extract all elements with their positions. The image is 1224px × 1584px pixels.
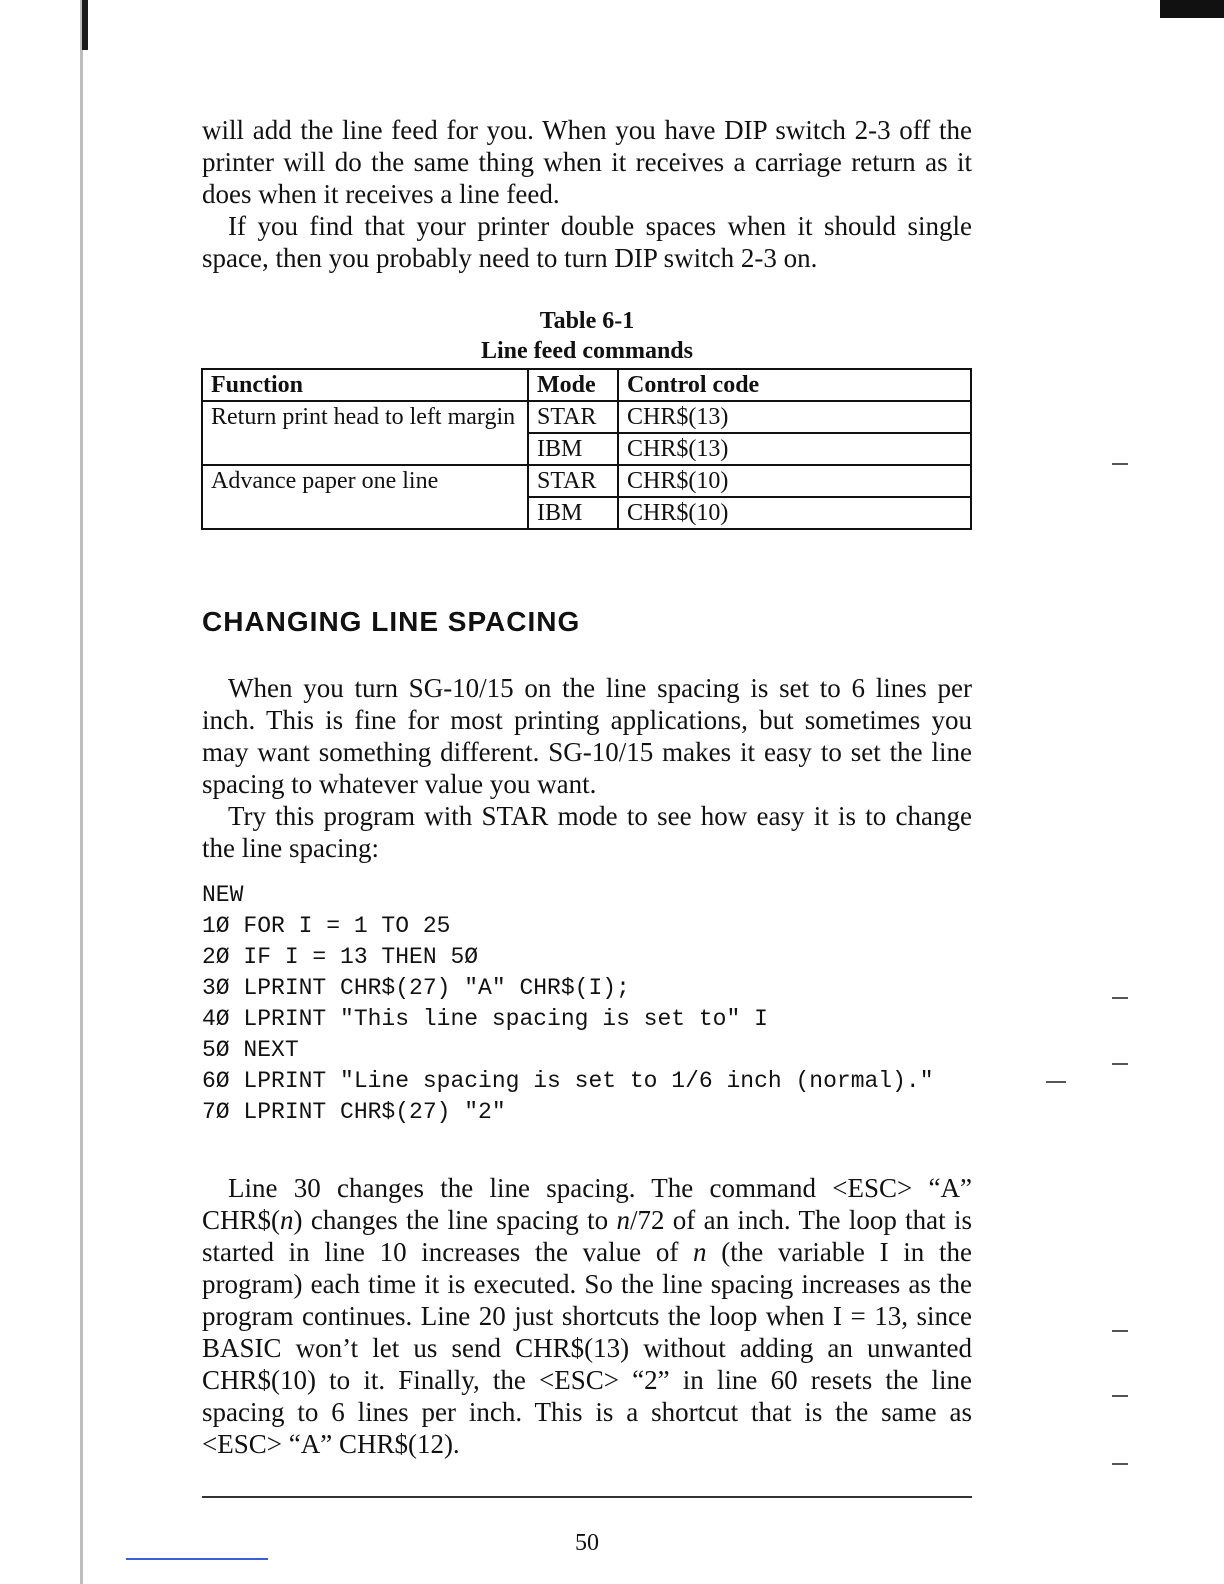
cell-mode: IBM [528, 433, 618, 465]
cell-function: Return print head to left margin [202, 401, 528, 433]
corner-scan-mark [1160, 0, 1224, 18]
table-row [202, 433, 971, 465]
page-left-edge [80, 0, 83, 1584]
table-row [202, 465, 971, 497]
code-line: NEW [202, 882, 244, 908]
cell-control-code: CHR$(10) [618, 465, 971, 497]
table-number: Table 6-1 [539, 308, 635, 334]
table-header-row [202, 369, 971, 401]
page-number: 50 [575, 1530, 599, 1556]
margin-tick [1112, 463, 1128, 465]
code-line: 4Ø LPRINT "This line spacing is set to" I [202, 1006, 768, 1032]
margin-tick [1112, 997, 1128, 999]
section-paragraph-2: Try this program with STAR mode to see how easy it is to change the line spacing: [202, 801, 972, 863]
cell-control-code: CHR$(13) [618, 401, 971, 433]
margin-tick [1112, 1395, 1128, 1397]
margin-tick [1112, 1463, 1128, 1465]
section-paragraph-1: When you turn SG-10/15 on the line spacing is set to 6 lines per inch. This is fine for most printing applications, but sometimes you may want something different. SG-10/15 makes it easy to set the line spacing to whatever value you want. [202, 673, 972, 799]
code-line: 6Ø LPRINT "Line spacing is set to 1/6 inch (normal)." [202, 1068, 934, 1094]
cell-control-code: CHR$(13) [618, 433, 971, 465]
explanation-paragraph [202, 1172, 972, 1460]
page-left-edge-mark [82, 0, 88, 50]
intro-paragraph-1: will add the line feed for you. When you have DIP switch 2-3 off the printer will do the same thing when it receives a carriage return as it does when it receives a line feed. [202, 115, 972, 209]
header-mode: Mode [528, 369, 618, 401]
explanation-part-4: (the variable I in the program) each time it is executed. So the line spacing increases as the program continues. Line 20 just shortcuts the loop when I = 13, since BASIC won’t let us send CHR$(13) without adding an unwanted CHR$(10) to it. Finally, the <ESC> “2” in line 60 resets the line spacing to 6 lines per inch. This is a shortcut that is the same as <ESC> “A” CHR$(12). [202, 1237, 972, 1459]
explanation-part-1: Line 30 changes the line spacing. The command <ESC> “A” CHR$( [202, 1173, 972, 1235]
code-line: 7Ø LPRINT CHR$(27) "2" [202, 1099, 506, 1125]
cell-function: Advance paper one line [202, 465, 528, 497]
basic-program-listing [202, 880, 934, 1128]
intro-text [202, 114, 972, 274]
variable-n: n [693, 1237, 707, 1267]
table-caption [202, 306, 972, 366]
code-line: 1Ø FOR I = 1 TO 25 [202, 913, 451, 939]
code-line: 3Ø LPRINT CHR$(27) "A" CHR$(I); [202, 975, 630, 1001]
code-line: 5Ø NEXT [202, 1037, 299, 1063]
footer-rule [202, 1496, 972, 1498]
cell-control-code: CHR$(10) [618, 497, 971, 529]
code-line: 2Ø IF I = 13 THEN 5Ø [202, 944, 479, 970]
margin-tick [1112, 1063, 1128, 1065]
header-control-code: Control code [618, 369, 971, 401]
section-text [202, 672, 972, 864]
margin-tick [1046, 1081, 1066, 1083]
cell-function [202, 497, 528, 529]
variable-n: n [280, 1205, 294, 1235]
variable-n: n [616, 1205, 630, 1235]
line-feed-table [201, 368, 972, 530]
explanation-part-3: /72 of an inch. The loop that is started in line 10 increases the value of [202, 1205, 972, 1267]
header-function: Function [202, 369, 528, 401]
scan-underline [126, 1558, 268, 1560]
table-row [202, 401, 971, 433]
explanation-part-2: ) changes the line spacing to [293, 1205, 617, 1235]
table-title: Line feed commands [481, 338, 693, 364]
cell-function [202, 433, 528, 465]
cell-mode: IBM [528, 497, 618, 529]
margin-tick [1112, 1330, 1128, 1332]
explanation-text [202, 1172, 972, 1460]
section-heading: CHANGING LINE SPACING [202, 606, 581, 637]
cell-mode: STAR [528, 465, 618, 497]
intro-paragraph-2: If you find that your printer double spaces when it should single space, then you probably need to turn DIP switch 2-3 on. [202, 211, 972, 273]
cell-mode: STAR [528, 401, 618, 433]
table-row [202, 497, 971, 529]
